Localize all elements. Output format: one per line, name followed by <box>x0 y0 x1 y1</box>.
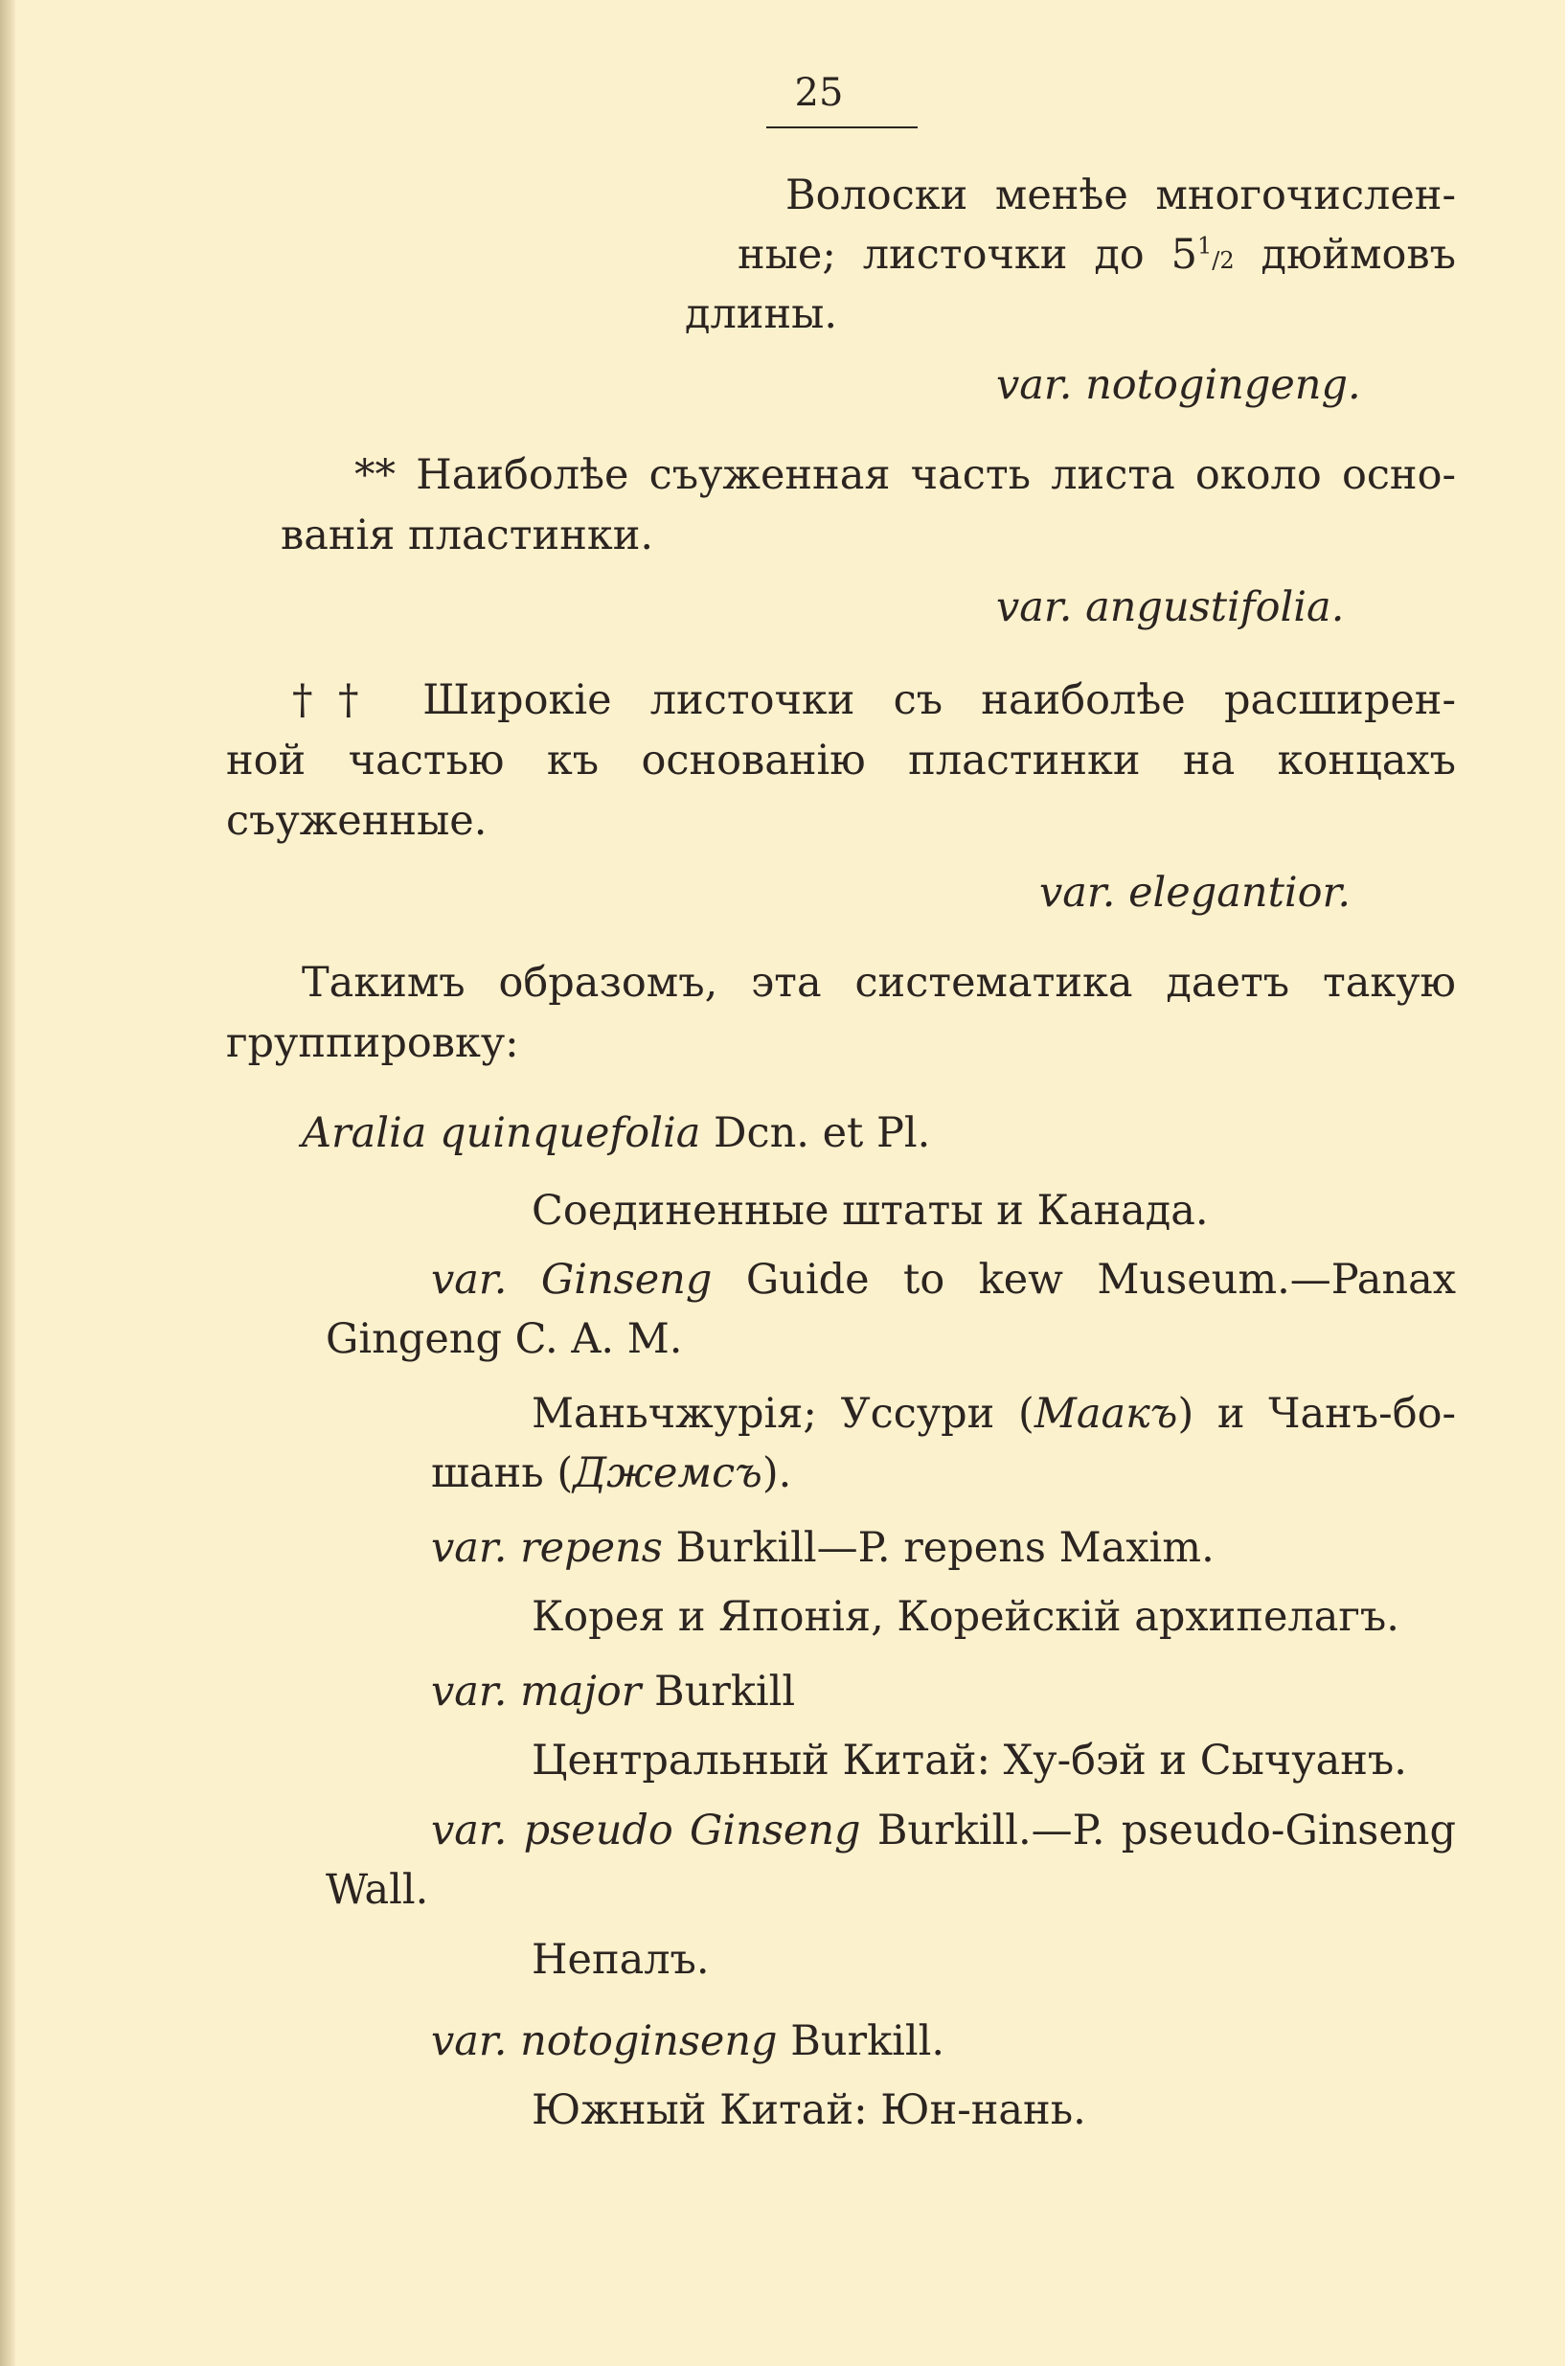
genus-aralia-quinquefolia: Aralia quinquefolia Dcn. et Pl. <box>302 1109 931 1157</box>
fraction-denominator: 2 <box>1219 247 1235 274</box>
text-line-25: Wall. <box>326 1866 429 1914</box>
distribution-nepal: Непалъ. <box>532 1936 710 1984</box>
text-line-19: шань (Джемсъ). <box>431 1449 792 1497</box>
fraction-slash: / <box>1212 247 1220 274</box>
text-line-3: длины. <box>685 290 838 338</box>
page-number: 25 <box>794 71 844 115</box>
text-line-10: съуженные. <box>226 797 488 845</box>
text-line-6: ванія пластинки. <box>281 512 654 559</box>
distribution-us-canada: Соединенные штаты и Канада. <box>532 1187 1209 1235</box>
variety-angustifolia: var. angustifolia. <box>996 583 1345 631</box>
text-line-17: Gingeng C. A. M. <box>326 1315 683 1363</box>
variety-elegantior: var. elegantior. <box>1039 869 1352 917</box>
text-line-12: Такимъ образомъ, эта систематика даетъ такую <box>302 959 1456 1007</box>
text-line-2-pre: ные; листочки до 5 <box>738 231 1197 279</box>
distribution-korea-japan: Корея и Японія, Корейскій архипелагъ. <box>532 1593 1399 1641</box>
text-line-2-post: дюймовъ <box>1234 231 1456 279</box>
text-line-8: †† Широкіе листочки съ наиболѣе расширен- <box>292 676 1456 724</box>
variety-ginseng: var. Ginseng Guide to kew Museum.—Panax <box>431 1256 1456 1304</box>
variety-repens: var. repens Burkill—P. repens Maxim. <box>431 1524 1215 1572</box>
text-line-2 <box>738 230 1456 282</box>
page-edge-shadow <box>0 0 15 2366</box>
page-number-rule <box>766 126 918 128</box>
text-line-9: ной частью къ основанію пластинки на концахъ <box>226 737 1456 785</box>
variety-major: var. major Burkill <box>431 1668 796 1716</box>
distribution-central-china: Центральный Китай: Ху-бэй и Сычуанъ. <box>532 1737 1407 1785</box>
text-line-5: ** Наиболѣе съуженная часть листа около осно- <box>354 451 1456 499</box>
distribution-south-china: Южный Китай: Юн-нань. <box>532 2086 1086 2134</box>
fraction-numerator: 1 <box>1196 232 1213 260</box>
text-line-1: Волоски менѣе многочислен- <box>785 171 1456 219</box>
variety-pseudo-ginseng: var. pseudo Ginseng Burkill.—P. pseudo-Ginseng <box>431 1807 1456 1854</box>
variety-notoginseng: var. notoginseng Burkill. <box>431 2017 945 2065</box>
distribution-manchuria: Маньчжурія; Уссури (Маакъ) и Чанъ-бо- <box>532 1390 1456 1438</box>
variety-notogingeng: var. notogingeng. <box>996 361 1361 409</box>
text-line-13: группировку: <box>226 1019 519 1067</box>
